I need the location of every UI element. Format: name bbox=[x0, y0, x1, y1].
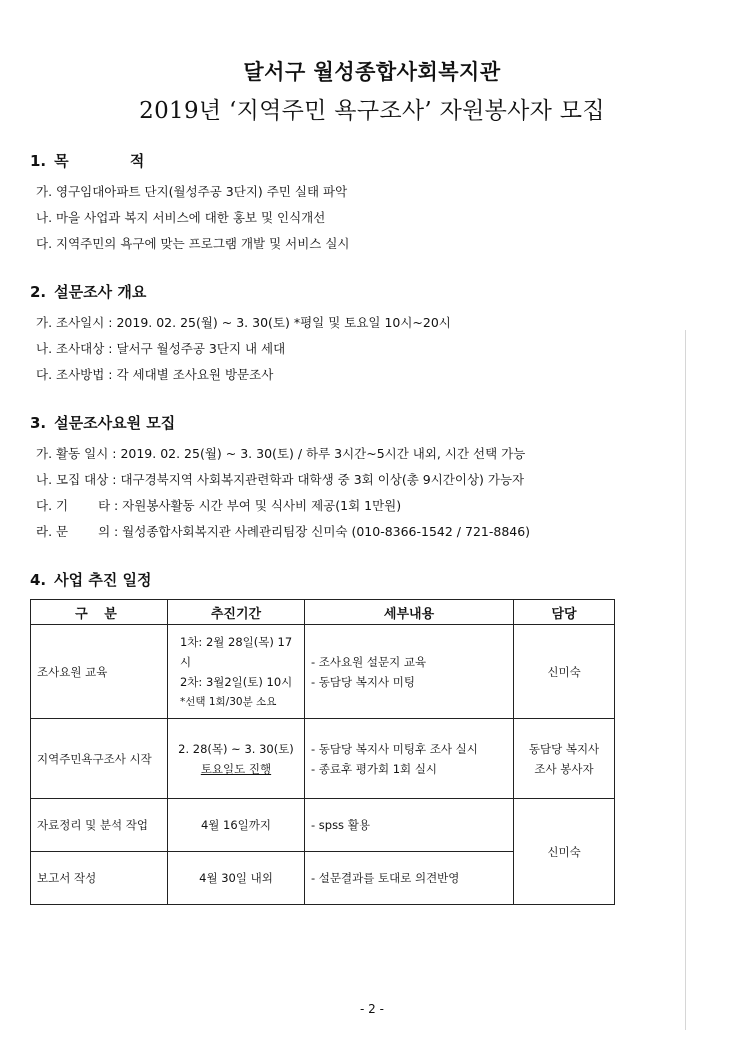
item-label-second: 의 bbox=[98, 524, 111, 539]
header-period: 추진기간 bbox=[167, 600, 304, 625]
owner-line: 조사 봉사자 bbox=[534, 761, 594, 776]
cell-owner: 신미숙 bbox=[514, 799, 615, 905]
section-number: 1. bbox=[30, 152, 47, 170]
item-text: 지역주민의 욕구에 맞는 프로그램 개발 및 서비스 실시 bbox=[56, 236, 350, 251]
header-category: 구 분 bbox=[31, 600, 168, 625]
section-number: 2. bbox=[30, 283, 47, 301]
item-text: 조사대상 : 달서구 월성주공 3단지 내 세대 bbox=[56, 341, 286, 356]
item-marker: 가. bbox=[36, 184, 53, 199]
cell-details bbox=[304, 719, 513, 799]
cell-period: 4월 30일 내외 bbox=[167, 852, 304, 905]
section-title: 설문조사 개요 bbox=[54, 283, 147, 301]
section-number: 4. bbox=[30, 571, 47, 589]
list-item bbox=[30, 336, 700, 362]
item-text: : 2019. 02. 25(월) ~ 3. 30(토) / 하루 3시간~5시간 내외, 시간 선택 가능 bbox=[112, 446, 526, 461]
item-text: : 월성종합사회복지관 사례관리팀장 신미숙 (010-8366-1542 / 721-8846) bbox=[114, 524, 531, 539]
cell-details: - 설문결과를 토대로 의견반영 bbox=[304, 852, 513, 905]
list-item bbox=[30, 441, 700, 467]
main-title: 2019년 ‘지역주민 욕구조사’ 자원봉사자 모집 bbox=[139, 98, 605, 124]
cell-category: 지역주민욕구조사 시작 bbox=[31, 719, 168, 799]
period-line: 2. 28(목) ~ 3. 30(토) bbox=[178, 741, 294, 756]
cell-category: 보고서 작성 bbox=[31, 852, 168, 905]
detail-line: - 종료후 평가회 1회 실시 bbox=[310, 761, 438, 776]
item-marker: 다. bbox=[36, 236, 53, 251]
section-title: 설문조사요원 모집 bbox=[54, 414, 176, 432]
item-marker: 나. bbox=[36, 210, 53, 225]
list-item bbox=[30, 205, 700, 231]
detail-line: - 동담당 복지사 미팅 bbox=[310, 674, 415, 689]
item-text: : 대구경북지역 사회복지관련학과 대학생 중 3회 이상(총 9시간이상) 가능자 bbox=[112, 472, 525, 487]
item-label-first: 문 bbox=[56, 524, 69, 539]
section-recruitment bbox=[30, 412, 700, 545]
header-owner: 담당 bbox=[514, 600, 615, 625]
item-marker: 다. bbox=[36, 367, 53, 382]
section-purpose bbox=[30, 150, 700, 257]
cell-period bbox=[167, 625, 304, 719]
cell-category: 자료정리 및 분석 작업 bbox=[31, 799, 168, 852]
item-marker: 다. bbox=[36, 498, 53, 513]
table-row bbox=[31, 625, 615, 719]
period-line: 토요일도 진행 bbox=[200, 761, 272, 776]
period-line: 1차: 2월 28일(목) 17시 bbox=[179, 634, 293, 669]
page-number: - 2 - bbox=[360, 1002, 384, 1016]
section-title: 사업 추진 일정 bbox=[54, 571, 152, 589]
section-title: 목 적 bbox=[54, 152, 173, 170]
item-text: 영구임대아파트 단지(월성주공 3단지) 주민 실태 파악 bbox=[56, 184, 348, 199]
section-survey-overview bbox=[30, 281, 700, 388]
item-label bbox=[56, 493, 114, 519]
period-line: 2차: 3월2일(토) 10시 bbox=[179, 674, 293, 689]
item-marker: 가. bbox=[36, 446, 53, 461]
cell-details: - spss 활용 bbox=[304, 799, 513, 852]
item-label-second: 타 bbox=[98, 498, 111, 513]
list-item bbox=[30, 310, 700, 336]
header-details: 세부내용 bbox=[304, 600, 513, 625]
item-text: 조사일시 : 2019. 02. 25(월) ~ 3. 30(토) *평일 및 토요일 10시~20시 bbox=[56, 315, 451, 330]
list-item bbox=[30, 493, 700, 519]
period-note: *선택 1회/30분 소요 bbox=[179, 695, 277, 708]
section-number: 3. bbox=[30, 414, 47, 432]
item-text: 조사방법 : 각 세대별 조사요원 방문조사 bbox=[56, 367, 274, 382]
owner-line: 동담당 복지사 bbox=[528, 741, 600, 756]
section-heading bbox=[30, 150, 700, 171]
cell-details bbox=[304, 625, 513, 719]
cell-owner: 신미숙 bbox=[514, 625, 615, 719]
item-label-first: 기 bbox=[56, 498, 69, 513]
section-heading bbox=[30, 412, 700, 433]
section-heading bbox=[30, 569, 700, 590]
section-schedule bbox=[30, 569, 700, 598]
item-label: 활동 일시 bbox=[56, 446, 109, 461]
item-text: : 자원봉사활동 시간 부여 및 식사비 제공(1회 1만원) bbox=[114, 498, 402, 513]
list-item bbox=[30, 231, 700, 257]
list-item bbox=[30, 519, 700, 545]
cell-period bbox=[167, 719, 304, 799]
item-text: 마을 사업과 복지 서비스에 대한 홍보 및 인식개선 bbox=[56, 210, 326, 225]
item-label bbox=[56, 519, 114, 545]
detail-line: - 조사요원 설문지 교육 bbox=[310, 654, 427, 669]
list-item bbox=[30, 467, 700, 493]
item-marker: 가. bbox=[36, 315, 53, 330]
section-heading bbox=[30, 281, 700, 302]
schedule-table bbox=[30, 599, 615, 905]
org-title: 달서구 월성종합사회복지관 bbox=[243, 60, 501, 84]
cell-period: 4월 16일까지 bbox=[167, 799, 304, 852]
cell-category: 조사요원 교육 bbox=[31, 625, 168, 719]
list-item bbox=[30, 179, 700, 205]
item-label: 모집 대상 bbox=[56, 472, 109, 487]
detail-line: - 동담당 복지사 미팅후 조사 실시 bbox=[310, 741, 478, 756]
item-marker: 나. bbox=[36, 472, 53, 487]
item-marker: 라. bbox=[36, 524, 53, 539]
table-row bbox=[31, 719, 615, 799]
list-item bbox=[30, 362, 700, 388]
cell-owner bbox=[514, 719, 615, 799]
table-row bbox=[31, 799, 615, 852]
item-marker: 나. bbox=[36, 341, 53, 356]
table-header-row bbox=[31, 600, 615, 625]
